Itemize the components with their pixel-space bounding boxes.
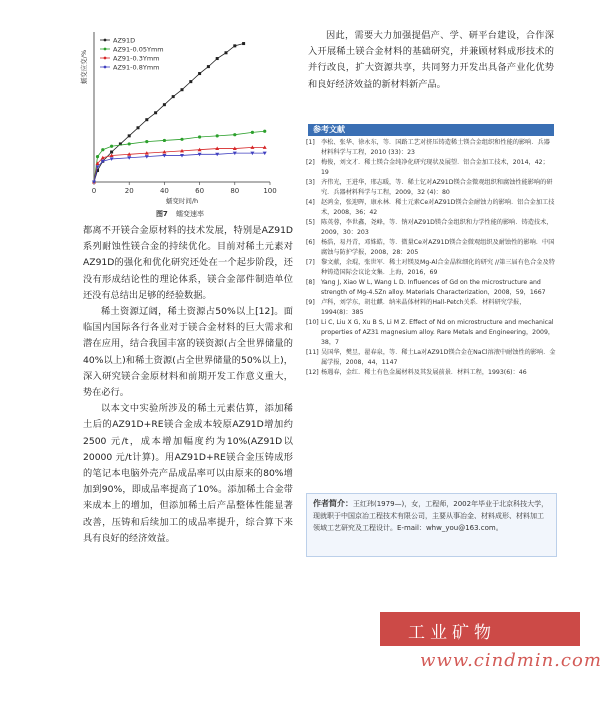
reference-index: [9] bbox=[306, 299, 315, 306]
legend-marker bbox=[104, 48, 107, 51]
figure bbox=[80, 28, 280, 220]
y-axis-label: 蠕变应变/% bbox=[80, 49, 88, 85]
legend-label: AZ91D bbox=[113, 36, 136, 45]
data-point bbox=[263, 130, 266, 133]
reference-text: 赵鸿金，张迎晖，康永林．稀土元素Ce对AZ91D镁合金耐蚀力的影响．铝合金加工技术，2008，36；42 bbox=[321, 199, 555, 216]
reference-item bbox=[306, 158, 556, 178]
right-paragraph: 因此，需要大力加强提倡产、学、研平台建设，合作深入开展稀土镁合金材料的基础研究，并兼顾材料成形技术的并行改良，扩大资源共享，共同努力开发出具备产业化优势和良好经济效益的新材料新产品。 bbox=[308, 30, 554, 90]
reference-index: [6] bbox=[306, 239, 315, 246]
reference-text: 齐伟光，王进华，邢志暖，等．稀土钇对AZ91D镁合金微观组织和腐蚀性能影响的研究．兵器材料科学与工程，2009，32 (4)：80 bbox=[321, 179, 553, 196]
series-line bbox=[94, 147, 265, 182]
reference-text: 卢科，刘学东，胡壮麒．纳米晶体材料的Hall-Petch关系．材料研究学报，1994(8)：385 bbox=[321, 299, 526, 316]
legend-label: AZ91-0.05Ymm bbox=[113, 45, 164, 54]
reference-item bbox=[306, 218, 556, 238]
data-point bbox=[225, 51, 228, 54]
reference-item bbox=[306, 138, 556, 158]
reference-index: [4] bbox=[306, 199, 315, 206]
x-tick-label: 20 bbox=[124, 187, 134, 195]
reference-item bbox=[306, 178, 556, 198]
reference-text: 梅俊，刘文才．稀土镁合金纯净化研究现状及展望．铝合金加工技术，2014，42；19 bbox=[321, 159, 549, 176]
reference-text: 吴国华，樊昱，翟春泉，等．稀土La对AZ91D镁合金在NaCl溶液中耐蚀性的影响．金属学报，2008，44，1147 bbox=[321, 349, 556, 366]
reference-item bbox=[306, 198, 556, 218]
legend-marker bbox=[104, 39, 107, 42]
reference-index: [3] bbox=[306, 179, 315, 186]
data-point bbox=[154, 111, 157, 114]
creep-chart bbox=[80, 28, 280, 208]
reference-index: [5] bbox=[306, 219, 315, 226]
reference-item bbox=[306, 368, 556, 378]
reference-text: 李松、张华、徐永东，等．国路工艺对挤压铸造稀土镁合金组织和性能的影响．兵器材料科学与工程，2010 (33)：23 bbox=[321, 139, 550, 156]
data-point bbox=[216, 134, 219, 137]
figure-caption bbox=[80, 209, 280, 219]
author-box bbox=[306, 493, 557, 557]
reference-text: 杨遇春，金红．稀土有色金属材料及其发展前景．材料工程，1993(6)：46 bbox=[321, 369, 527, 376]
figure-title: 蠕变速率 bbox=[176, 210, 205, 218]
x-tick-label: 100 bbox=[263, 187, 277, 195]
data-point bbox=[145, 140, 148, 143]
reference-text: Li C, Liu X G, Xu B S, Li M Z. Effect of Nd on microstructure and mechanical properties of AZ31 magnesium alloy. Rare Metals and Engineering，2009，38，7 bbox=[321, 319, 555, 346]
x-axis-label: 蠕变时间/h bbox=[165, 197, 199, 205]
data-point bbox=[180, 138, 183, 141]
reference-index: [11] bbox=[306, 349, 319, 356]
left-paragraph-3: 以本文中实验所涉及的稀土元素估算，添加稀土后的AZ91D+RE镁合金成本较原AZ91D增加约2500 元/t，成本增加幅度约为10%(AZ91D以20000 元/t计算)。用AZ91D+RE镁合金压铸成形的笔记本电脑外壳产品成品率可以由原来的80%增加到90%，即成品率提高了10%。添加稀土合金带来成本上的增加，但添加稀土后产品整体性能显著改善，压铸和后续加工的成品率提升，综合算下来具有良好的经济效益。 bbox=[83, 403, 293, 544]
reference-index: [1] bbox=[306, 139, 315, 146]
data-point bbox=[233, 44, 236, 47]
reference-index: [12] bbox=[306, 369, 319, 376]
author-label: 作者简介： bbox=[313, 499, 353, 508]
watermark-url: www.cindmin.com bbox=[420, 650, 602, 671]
left-column bbox=[83, 223, 293, 547]
reference-item bbox=[306, 298, 556, 318]
data-point bbox=[128, 142, 131, 145]
reference-text: 陈英蓉，李世鑫，尧峰，等．钠对AZ91D镁合金组织和力学性能的影响．铸造技术，2009，30：203 bbox=[321, 219, 553, 236]
data-point bbox=[101, 148, 104, 151]
x-tick-label: 80 bbox=[230, 187, 240, 195]
legend-marker bbox=[104, 66, 107, 69]
reference-item bbox=[306, 258, 556, 278]
watermark-title: 工业矿物 bbox=[408, 623, 496, 643]
data-point bbox=[198, 72, 201, 75]
reference-index: [10] bbox=[306, 319, 319, 326]
reference-item bbox=[306, 238, 556, 258]
reference-text: Yang J, Xiao W L, Wang L D. Influences of Gd on the microstructure and strength of Mg-4.5Zn alloy. Materials Characterization，2008，59，1667 bbox=[321, 279, 546, 296]
data-point bbox=[181, 88, 184, 91]
data-point bbox=[163, 103, 166, 106]
references-header: 参考文献 bbox=[308, 124, 554, 136]
series-line bbox=[94, 153, 265, 182]
reference-text: 杨浩，易丹青，邓姝皓，等．微量Ce对AZ91D镁合金微观组织及耐蚀性的影响．中国腐蚀与防护学报，2008，28：205 bbox=[321, 239, 555, 256]
data-point bbox=[251, 131, 254, 134]
x-tick-label: 0 bbox=[91, 187, 97, 195]
data-point bbox=[163, 139, 166, 142]
series-line bbox=[94, 131, 265, 182]
data-point bbox=[198, 135, 201, 138]
legend-label: AZ91-0.3Ymm bbox=[113, 54, 160, 63]
reference-item bbox=[306, 348, 556, 368]
author-text: 王红玮(1979—)，女，工程师，2002年毕业于北京科技大学，现就职于中国京冶工程技术有限公司，主要从事冶金、材料成形、材料加工领域工艺研究及工程设计。E-mail：whw_you@163.com。 bbox=[313, 500, 549, 532]
legend-marker bbox=[104, 57, 107, 60]
reference-index: [7] bbox=[306, 259, 315, 266]
left-paragraph-1: 都离不开镁合金原材料的技术发展，特别是AZ91D系列耐蚀性镁合金的持续优化。目前对稀土元素对AZ91D的强化和优化研究还处在一个起步阶段，还没有形成结论性的理论体系，镁合金部件制造单位还没有总结出足够的经验数据。 bbox=[83, 225, 293, 301]
data-point bbox=[137, 126, 140, 129]
reference-index: [2] bbox=[306, 159, 315, 166]
reference-item bbox=[306, 318, 556, 348]
data-point bbox=[233, 133, 236, 136]
right-column bbox=[308, 28, 554, 93]
reference-index: [8] bbox=[306, 279, 315, 286]
data-point bbox=[216, 57, 219, 60]
left-paragraph-2: 稀土资源辽阔，稀土资源占50%以上[12]。面临国内国际各行各业对于镁合金材料的巨大需求和潜在应用，结合我国丰富的镁资源(占全世界储量的40%以上)和稀土资源(占全世界储量的50%以上)，深入研究镁合金原材料和前期开发工作意义重大，势在必行。 bbox=[83, 306, 293, 399]
data-point bbox=[189, 80, 192, 83]
references-list bbox=[306, 138, 556, 378]
legend-label: AZ91-0.8Ymm bbox=[113, 63, 160, 72]
data-point bbox=[110, 151, 113, 154]
data-point bbox=[145, 118, 148, 121]
reference-item bbox=[306, 278, 556, 298]
x-tick-label: 40 bbox=[159, 187, 169, 195]
data-point bbox=[128, 134, 131, 137]
data-point bbox=[172, 95, 175, 98]
x-tick-label: 60 bbox=[195, 187, 205, 195]
figure-number: 图7 bbox=[155, 210, 168, 218]
data-point bbox=[110, 145, 113, 148]
data-point bbox=[96, 155, 99, 158]
reference-text: 黎文献，余琨，张世军．稀土对镁及Mg-Al合金晶粒细化的研究 //第三届有色合金及特种铸造国际会议论文集．上海，2016，69 bbox=[321, 259, 555, 276]
data-point bbox=[207, 65, 210, 68]
data-point bbox=[242, 42, 245, 45]
